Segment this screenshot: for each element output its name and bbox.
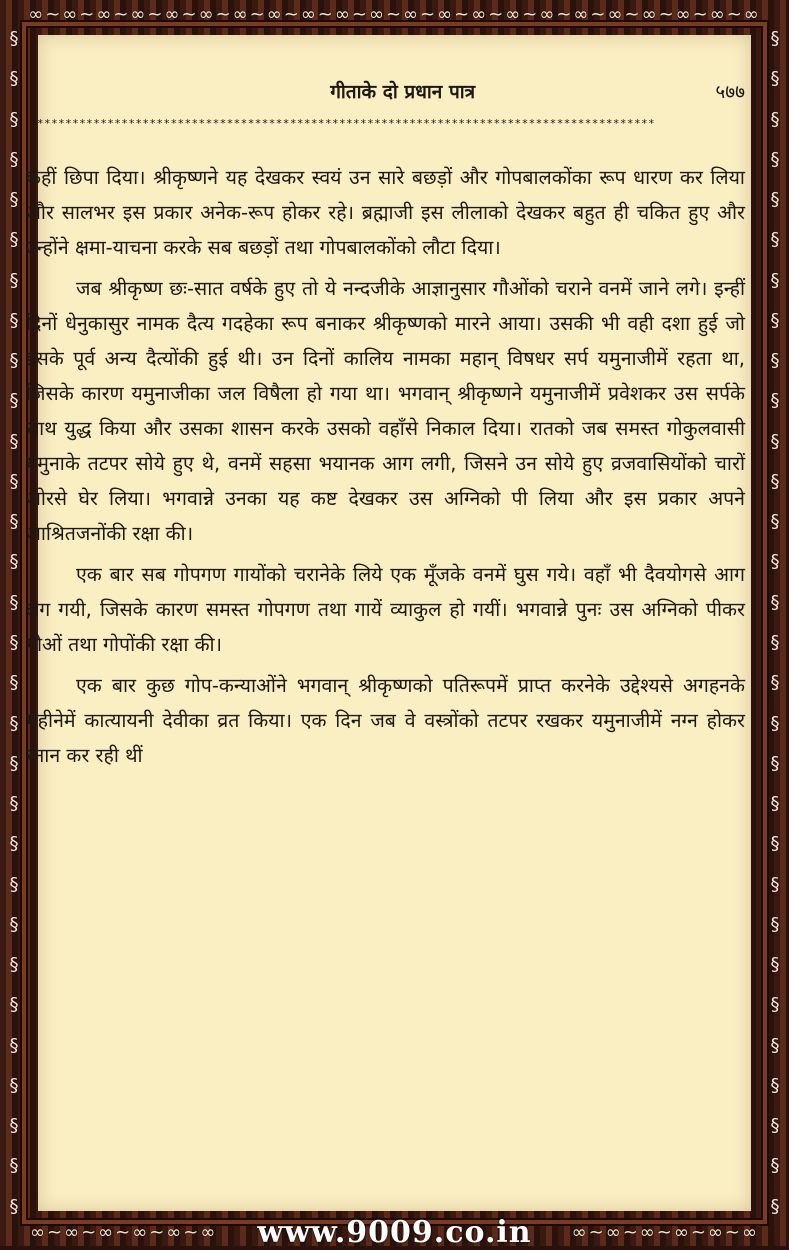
page-header [30,78,745,104]
paragraph: कहीं छिपा दिया। श्रीकृष्णने यह देखकर स्वयं उन सारे बछड़ों और गोपबालकोंका रूप धारण कर लिया और सालभर इस प्रकार अनेक-रूप होकर रहे। ब्रह्माजी इस लीलाको देखकर बहुत ही चकित हुए और उन्होंने क्षमा-याचना करके सब बछड़ों तथा गोपबालकोंको लौटा दिया। [26,166,745,259]
header-asterisk-rule: ***************************************************************************************** [30,118,656,130]
right-ornament-border: § § § § § § § § § § § § § § § § § § § § § § § § § § § § § § [770,28,780,1217]
paragraph: एक बार कुछ गोप-कन्याओंने भगवान् श्रीकृष्णको पतिरूपमें प्राप्त करनेके उद्देश्यसे अगहनके महीनेमें कात्यायनी देवीका व्रत किया। एक दिन जब वे वस्त्रोंको तटपर रखकर यमुनाजीमें नग्न होकर स्नान कर रही थीं [26,674,745,767]
scroll-ornament-icon: ∞~∞~∞~∞~∞~∞~∞~∞~∞~∞~∞~∞~∞~∞~∞~∞~∞~∞~∞~∞~∞~∞ [28,3,761,25]
top-ornament-border [30,2,759,26]
running-title: गीताके दो प्रधान पात्र [330,81,476,103]
scroll-ornament-icon: ∞~∞~∞~∞~∞~∞ [571,1221,759,1243]
bottom-ornament-border [30,1214,759,1250]
paragraph: एक बार सब गोपगण गायोंको चरानेके लिये एक मूँजके वनमें घुस गये। वहाँ भी दैवयोगसे आग लग गयी, जिसके कारण समस्त गोपगण तथा गायें व्याकुल हो गयीं। भगवान्ने पुनः उस अग्निको पीकर गौओं तथा गोपोंकी रक्षा की। [26,563,745,656]
paragraph: जब श्रीकृष्ण छः-सात वर्षके हुए तो ये नन्दजीके आज्ञानुसार गौओंको चराने वनमें जाने लगे। इन्हीं दिनों धेनुकासुर नामक दैत्य गदहेका रूप बनाकर श्रीकृष्णको मारने आया। उसकी भी वही दशा हुई जो इसके पूर्व अन्य दैत्योंकी हुई थी। उन दिनों कालिय नामका महान् विषधर सर्प यमुनाजीमें रहता था, जिसके कारण यमुनाजीका जल विषैला हो गया था। भगवान् श्रीकृष्णने यमुनाजीमें प्रवेशकर उस सर्पके साथ युद्ध किया और उसका शासन करके उसको वहाँसे निकाल दिया। रातको जब समस्त गोकुलवासी यमुनाके तटपर सोये हुए थे, वनमें सहसा भयानक आग लगी, जिसने उन सोये हुए व्रजवासियोंको चारों ओरसे घेर लिया। भगवान्ने उनका यह कष्ट देखकर उस अग्निको पी लिया और इस प्रकार अपने आश्रितजनोंकी रक्षा की। [26,277,745,545]
left-ornament-border: § § § § § § § § § § § § § § § § § § § § § § § § § § § § § § [9,28,19,1217]
page-number: ५७७ [715,81,745,103]
page-body [26,160,745,779]
website-watermark: www.9009.co.in [257,1214,532,1250]
scroll-ornament-icon: ∞~∞~∞~∞~∞~∞ [30,1221,218,1243]
